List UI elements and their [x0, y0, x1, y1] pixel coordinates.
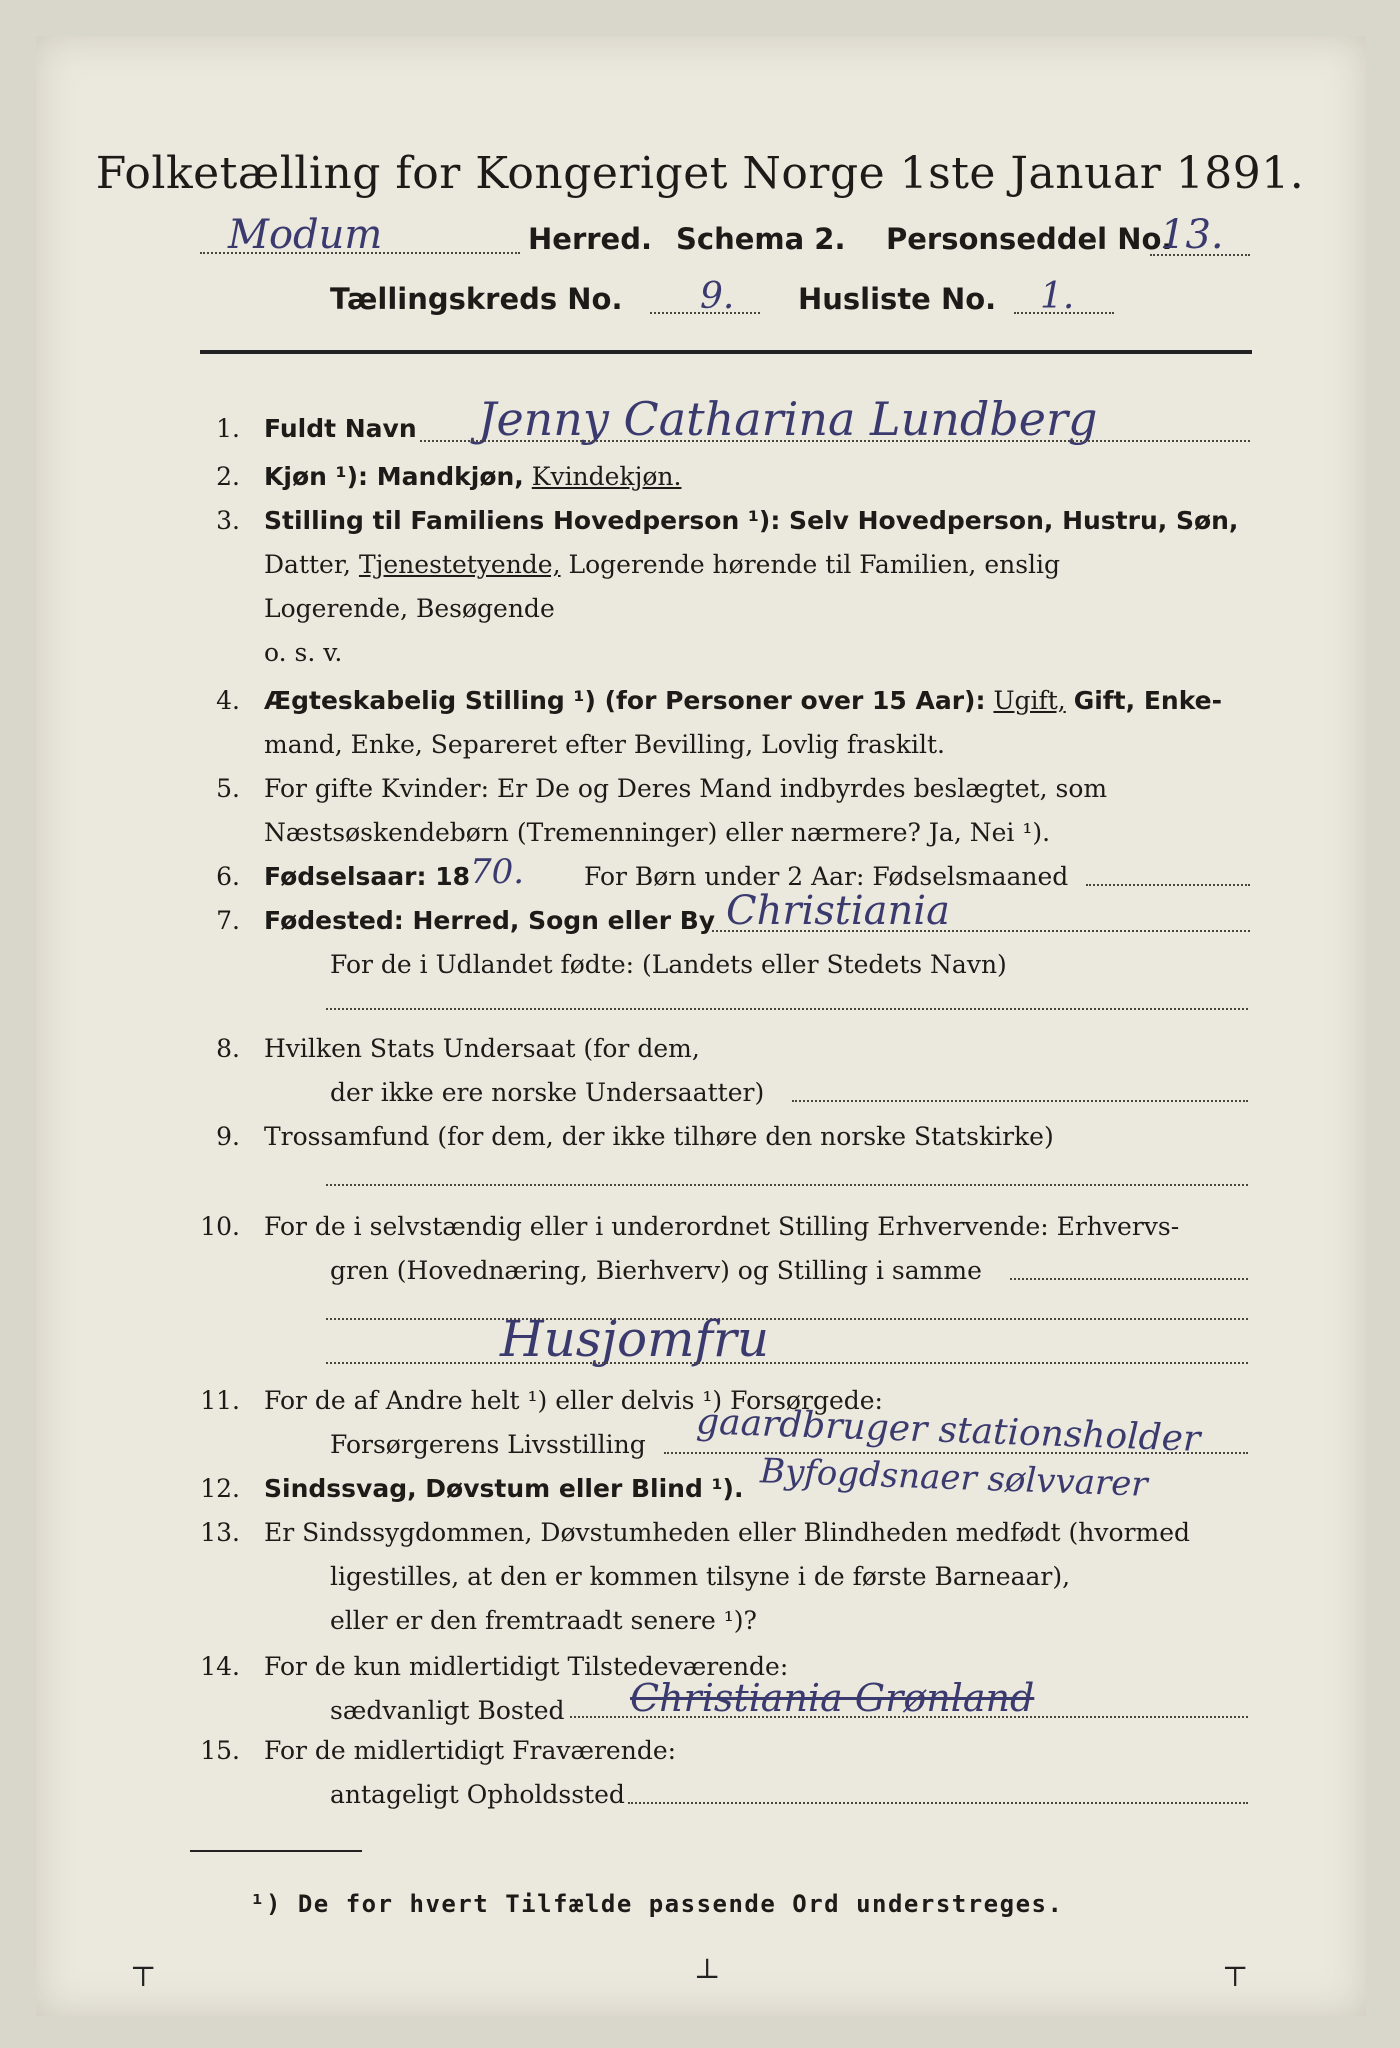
supported-value: gaardbruger stationsholder [695, 1401, 1201, 1460]
form-title: Folketælling for Kongeriget Norge 1ste Januar 1891. [95, 148, 1305, 199]
corner-mark-center: ⊥ [694, 1952, 721, 1985]
taellingskreds-dotted-line [650, 312, 760, 314]
supported-line-1: For de af Andre helt ¹) eller delvis ¹) Forsørgede: [264, 1386, 883, 1415]
disability-value: Byfogdsnaer sølvvarer [759, 1451, 1149, 1505]
item-number-2: 2. [216, 462, 240, 491]
gender-line [264, 462, 681, 491]
item-number-9: 9. [216, 1122, 240, 1151]
corner-mark-right: ⊤ [1222, 1960, 1249, 1993]
congenital-line-3: eller er den fremtraadt senere ¹)? [330, 1606, 757, 1635]
disability-label: Sindssvag, Døvstum eller Blind ¹). [264, 1474, 744, 1503]
header-rule [200, 350, 1252, 354]
herred-label: Herred. [528, 222, 652, 256]
occupation-dotted-line-1 [1010, 1278, 1248, 1280]
family-position-rest: Logerende hørende til Familien, enslig [568, 550, 1061, 579]
congenital-line-1: Er Sindssygdommen, Døvstumheden eller Blindheden medfødt (hvormed [264, 1518, 1191, 1547]
usual-residence-dotted-line [570, 1716, 1248, 1718]
temporary-absent-dotted-line [628, 1802, 1248, 1804]
item-number-4: 4. [216, 686, 240, 715]
citizenship-dotted-line [792, 1100, 1248, 1102]
supported-dotted-line [664, 1452, 1248, 1454]
item-number-12: 12. [200, 1474, 240, 1503]
temporary-present-line-1: For de kun midlertidigt Tilstedeværende: [264, 1652, 789, 1681]
birthplace-label: Fødested: Herred, Sogn eller By [264, 906, 716, 935]
item-number-5: 5. [216, 774, 240, 803]
supported-line-2: Forsørgerens Livsstilling [330, 1430, 646, 1459]
husliste-number: 1. [1040, 276, 1075, 317]
item-number-10: 10. [200, 1212, 240, 1241]
marital-status-underlined: Ugift, [993, 686, 1066, 715]
marital-status-line-1 [264, 686, 1222, 715]
item-number-14: 14. [200, 1652, 240, 1681]
full-name-value: Jenny Catharina Lundberg [478, 392, 1098, 446]
citizenship-line-2: der ikke ere norske Undersaatter) [330, 1078, 765, 1107]
religion-line: Trossamfund (for dem, der ikke tilhøre den norske Statskirke) [264, 1122, 1054, 1151]
temporary-present-line-2: sædvanligt Bosted [330, 1696, 565, 1725]
gender-female-underlined: Kvindekjøn. [531, 462, 682, 491]
herred-dotted-line [200, 252, 520, 254]
item-number-8: 8. [216, 1034, 240, 1063]
full-name-label: Fuldt Navn [264, 414, 417, 443]
married-women-line-2: Næstsøskendebørn (Tremenninger) eller nærmere? Ja, Nei ¹). [264, 818, 1051, 847]
item-number-1: 1. [216, 414, 240, 443]
citizenship-line-1: Hvilken Stats Undersaat (for dem, [264, 1034, 700, 1063]
birthplace-value: Christiania [726, 888, 950, 934]
item-number-6: 6. [216, 862, 240, 891]
religion-dotted-line [326, 1184, 1248, 1186]
birth-year-value: 70. [470, 852, 525, 892]
birth-month-dotted-line [1086, 884, 1250, 886]
item-number-13: 13. [200, 1518, 240, 1547]
footnote-rule [190, 1850, 362, 1852]
birthplace-abroad-dotted-line [326, 1008, 1248, 1010]
item-number-15: 15. [200, 1736, 240, 1765]
item-number-7: 7. [216, 906, 240, 935]
full-name-dotted-line [420, 440, 1250, 442]
footnote: ¹) De for hvert Tilfælde passende Ord understreges. [250, 1890, 1064, 1918]
temporary-absent-line-2: antageligt Opholdssted [330, 1780, 625, 1809]
temporary-absent-line-1: For de midlertidigt Fraværende: [264, 1736, 677, 1765]
family-position-line-1: Stilling til Familiens Hovedperson ¹): Selv Hovedperson, Hustru, Søn, [264, 506, 1239, 535]
family-position-underlined: Tjenestetyende, [358, 550, 561, 579]
family-position-line-4: o. s. v. [264, 638, 343, 667]
birth-year-label: Fødselsaar: 18 [264, 862, 470, 891]
taellingskreds-number: 9. [700, 276, 735, 317]
family-position-datter: Datter, [264, 550, 351, 579]
corner-mark-left: ⊤ [130, 1960, 157, 1993]
item-number-11: 11. [200, 1386, 240, 1415]
birth-month-label: For Børn under 2 Aar: Fødselsmaaned [584, 862, 1069, 891]
marital-status-line-2: mand, Enke, Separeret efter Bevilling, Lovlig fraskilt. [264, 730, 945, 759]
personseddel-number: 13. [1160, 212, 1224, 258]
occupation-value: Husjomfru [500, 1310, 770, 1368]
birthplace-dotted-line [712, 930, 1250, 932]
husliste-dotted-line [1014, 312, 1114, 314]
occupation-line-1: For de i selvstændig eller i underordnet Stilling Erhvervende: Erhvervs- [264, 1212, 1180, 1241]
personseddel-dotted-line [1150, 254, 1250, 256]
birthplace-abroad-line: For de i Udlandet fødte: (Landets eller Stedets Navn) [330, 950, 1007, 979]
family-position-line-2 [264, 550, 1060, 579]
marital-status-rest: Gift, Enke- [1073, 686, 1222, 715]
family-position-line-3: Logerende, Besøgende [264, 594, 555, 623]
item-number-3: 3. [216, 506, 240, 535]
usual-residence-value: Christiania Grønland [630, 1676, 1035, 1720]
schema-label: Schema 2. [676, 222, 846, 256]
congenital-line-2: ligestilles, at den er kommen tilsyne i de første Barneaar), [330, 1562, 1071, 1591]
gender-label: Kjøn ¹): Mandkjøn, [264, 462, 524, 491]
married-women-line-1: For gifte Kvinder: Er De og Deres Mand indbyrdes beslægtet, som [264, 774, 1108, 803]
herred-handwritten: Modum [228, 212, 383, 258]
husliste-label: Husliste No. [798, 282, 997, 316]
marital-status-label: Ægteskabelig Stilling ¹) (for Personer over 15 Aar): [264, 686, 986, 715]
personseddel-label: Personseddel No. [886, 222, 1173, 256]
occupation-line-2: gren (Hovednæring, Bierhverv) og Stilling i samme [330, 1256, 982, 1285]
occupation-dotted-line-2 [326, 1318, 1248, 1320]
occupation-dotted-line-3 [326, 1362, 1248, 1364]
taellingskreds-label: Tællingskreds No. [330, 282, 623, 316]
